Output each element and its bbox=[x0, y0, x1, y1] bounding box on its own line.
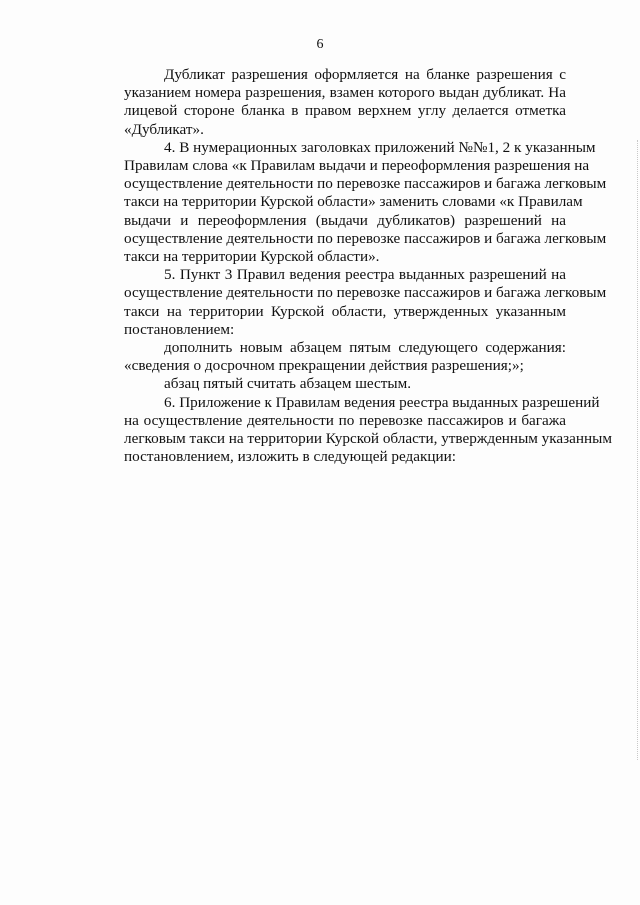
text-line: на осуществление деятельности по перевозке пассажиров и багажа bbox=[124, 411, 566, 429]
paragraph-renumber-clause bbox=[84, 375, 566, 393]
scan-edge-artifact bbox=[634, 140, 638, 760]
text-line: осуществление деятельности по перевозке пассажиров и багажа легковым bbox=[124, 175, 607, 193]
text-line: постановлением: bbox=[124, 320, 235, 338]
text-line: лицевой стороне бланка в правом верхнем углу делается отметка bbox=[124, 102, 566, 120]
text-line: абзац пятый считать абзацем шестым. bbox=[164, 375, 412, 393]
page-number: 6 bbox=[316, 37, 324, 52]
text-line: указанием номера разрешения, взамен которого выдан дубликат. На bbox=[124, 84, 566, 102]
paragraph-item-6 bbox=[84, 393, 612, 467]
text-line: выдачи и переоформления (выдачи дубликатов) разрешений на bbox=[124, 211, 566, 229]
paragraph-item-5 bbox=[84, 266, 607, 339]
text-line: «Дубликат». bbox=[124, 120, 204, 138]
text-line: дополнить новым абзацем пятым следующего содержания: bbox=[164, 339, 566, 357]
paragraph-item-4 bbox=[84, 138, 607, 266]
paragraph-duplicate-form bbox=[84, 66, 566, 139]
text-line: постановлением, изложить в следующей редакции: bbox=[124, 448, 456, 466]
text-line: 6. Приложение к Правилам ведения реестра выданных разрешений bbox=[164, 393, 600, 411]
document-body bbox=[84, 66, 612, 466]
text-line: такси на территории Курской области, утвержденных указанным bbox=[124, 302, 566, 320]
text-line: 4. В нумерационных заголовках приложений №№1, 2 к указанным bbox=[164, 138, 596, 156]
text-line: осуществление деятельности по перевозке пассажиров и багажа легковым bbox=[124, 229, 607, 247]
paragraph-add-clause bbox=[84, 339, 566, 375]
text-line: «сведения о досрочном прекращении действия разрешения;»; bbox=[124, 357, 524, 375]
text-line: Дубликат разрешения оформляется на бланке разрешения с bbox=[164, 66, 566, 83]
text-line: легковым такси на территории Курской области, утвержденным указанным bbox=[124, 430, 612, 448]
text-line: осуществление деятельности по перевозке пассажиров и багажа легковым bbox=[124, 284, 607, 302]
text-line: такси на территории Курской области» заменить словами «к Правилам bbox=[124, 193, 583, 211]
text-line: Правилам слова «к Правилам выдачи и переоформления разрешения на bbox=[124, 157, 590, 175]
text-line: 5. Пункт 3 Правил ведения реестра выданных разрешений на bbox=[164, 266, 566, 284]
text-line: такси на территории Курской области». bbox=[124, 248, 380, 266]
